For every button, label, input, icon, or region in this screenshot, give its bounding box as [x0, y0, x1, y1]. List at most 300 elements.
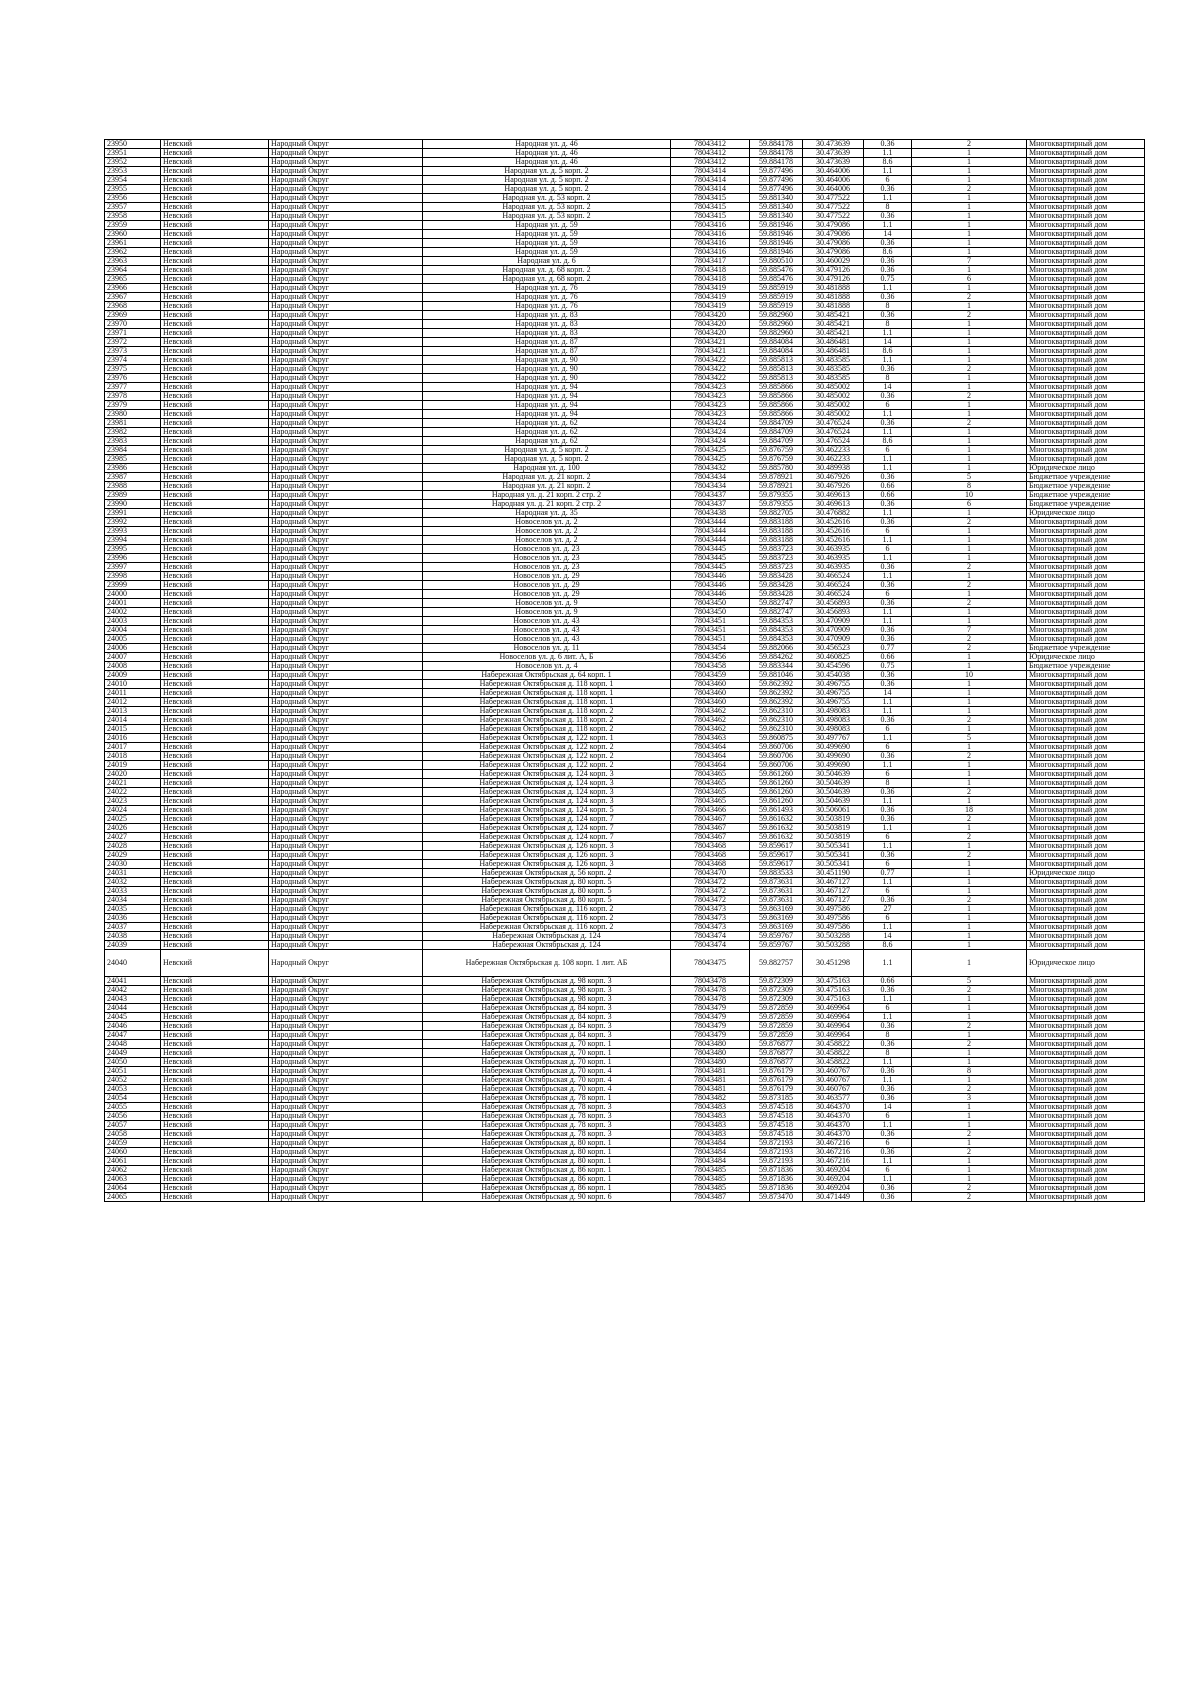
- latitude-cell: 59.885813: [750, 374, 803, 383]
- longitude-cell: 30.464006: [803, 176, 864, 185]
- district-cell: Невский: [161, 203, 269, 212]
- longitude-cell: 30.452616: [803, 518, 864, 527]
- district-cell: Невский: [161, 554, 269, 563]
- count-cell: 1: [912, 347, 1027, 356]
- latitude-cell: 59.885866: [750, 410, 803, 419]
- latitude-cell: 59.881340: [750, 212, 803, 221]
- object-type-cell: Многоквартирный дом: [1027, 752, 1145, 761]
- table-row: [105, 1004, 1145, 1013]
- district-cell: Невский: [161, 1175, 269, 1184]
- count-cell: 5: [912, 977, 1027, 986]
- table-row: [105, 770, 1145, 779]
- district-cell: Невский: [161, 1049, 269, 1058]
- longitude-cell: 30.475163: [803, 986, 864, 995]
- district-cell: Невский: [161, 356, 269, 365]
- table-row: [105, 1031, 1145, 1040]
- volume-cell: 8: [864, 1031, 912, 1040]
- district-cell: Невский: [161, 1022, 269, 1031]
- record-number-cell: 24028: [105, 842, 161, 851]
- district-cell: Невский: [161, 950, 269, 977]
- count-cell: 2: [912, 1148, 1027, 1157]
- object-type-cell: Юридическое лицо: [1027, 869, 1145, 878]
- volume-cell: 1.1: [864, 572, 912, 581]
- count-cell: 1: [912, 329, 1027, 338]
- volume-cell: 6: [864, 725, 912, 734]
- record-number-cell: 23969: [105, 311, 161, 320]
- district-cell: Невский: [161, 149, 269, 158]
- count-cell: 2: [912, 293, 1027, 302]
- district-cell: Невский: [161, 851, 269, 860]
- district-cell: Невский: [161, 140, 269, 149]
- record-number-cell: 24046: [105, 1022, 161, 1031]
- municipal-okrug-cell: Народный Округ: [269, 833, 423, 842]
- municipal-okrug-cell: Народный Округ: [269, 923, 423, 932]
- address-cell: Набережная Октябрьская д. 116 корп. 2: [423, 905, 671, 914]
- address-cell: Набережная Октябрьская д. 84 корп. 3: [423, 1004, 671, 1013]
- longitude-cell: 30.467926: [803, 482, 864, 491]
- address-cell: Народная ул. д. 83: [423, 329, 671, 338]
- address-cell: Народная ул. д. 68 корп. 2: [423, 275, 671, 284]
- district-cell: Невский: [161, 725, 269, 734]
- municipal-okrug-cell: Народный Округ: [269, 149, 423, 158]
- volume-cell: 6: [864, 1166, 912, 1175]
- object-type-cell: Многоквартирный дом: [1027, 1013, 1145, 1022]
- volume-cell: 0.36: [864, 563, 912, 572]
- district-cell: Невский: [161, 491, 269, 500]
- table-row: [105, 1130, 1145, 1139]
- district-cell: Невский: [161, 608, 269, 617]
- latitude-cell: 59.879355: [750, 500, 803, 509]
- object-code-cell: 78043473: [671, 914, 750, 923]
- address-cell: Набережная Октябрьская д. 70 корп. 1: [423, 1058, 671, 1067]
- object-code-cell: 78043483: [671, 1130, 750, 1139]
- count-cell: 1: [912, 725, 1027, 734]
- record-number-cell: 23979: [105, 401, 161, 410]
- count-cell: 2: [912, 833, 1027, 842]
- district-cell: Невский: [161, 671, 269, 680]
- object-code-cell: 78043484: [671, 1148, 750, 1157]
- municipal-okrug-cell: Народный Округ: [269, 1085, 423, 1094]
- table-row: [105, 698, 1145, 707]
- latitude-cell: 59.872859: [750, 1022, 803, 1031]
- count-cell: 1: [912, 1049, 1027, 1058]
- latitude-cell: 59.876179: [750, 1076, 803, 1085]
- object-code-cell: 78043464: [671, 743, 750, 752]
- object-type-cell: Многоквартирный дом: [1027, 239, 1145, 248]
- address-cell: Набережная Октябрьская д. 122 корп. 2: [423, 752, 671, 761]
- district-cell: Невский: [161, 392, 269, 401]
- count-cell: 1: [912, 914, 1027, 923]
- count-cell: 1: [912, 464, 1027, 473]
- record-number-cell: 24027: [105, 833, 161, 842]
- district-cell: Невский: [161, 788, 269, 797]
- object-code-cell: 78043458: [671, 662, 750, 671]
- object-code-cell: 78043485: [671, 1184, 750, 1193]
- municipal-okrug-cell: Народный Округ: [269, 1193, 423, 1202]
- address-cell: Набережная Октябрьская д. 108 корп. 1 лит. АБ: [423, 950, 671, 977]
- municipal-okrug-cell: Народный Округ: [269, 599, 423, 608]
- object-type-cell: Многоквартирный дом: [1027, 617, 1145, 626]
- object-code-cell: 78043465: [671, 770, 750, 779]
- count-cell: 1: [912, 761, 1027, 770]
- longitude-cell: 30.471449: [803, 1193, 864, 1202]
- address-cell: Набережная Октябрьская д. 78 корп. 3: [423, 1112, 671, 1121]
- municipal-okrug-cell: Народный Округ: [269, 977, 423, 986]
- address-cell: Набережная Октябрьская д. 78 корп. 1: [423, 1094, 671, 1103]
- address-cell: Новоселов ул. д. 11: [423, 644, 671, 653]
- latitude-cell: 59.881946: [750, 230, 803, 239]
- table-row: [105, 527, 1145, 536]
- table-row: [105, 338, 1145, 347]
- longitude-cell: 30.476524: [803, 428, 864, 437]
- address-cell: Набережная Октябрьская д. 118 корп. 2: [423, 707, 671, 716]
- latitude-cell: 59.861632: [750, 824, 803, 833]
- longitude-cell: 30.483585: [803, 356, 864, 365]
- object-type-cell: Многоквартирный дом: [1027, 401, 1145, 410]
- object-type-cell: Многоквартирный дом: [1027, 698, 1145, 707]
- object-code-cell: 78043445: [671, 554, 750, 563]
- address-cell: Набережная Октябрьская д. 70 корп. 1: [423, 1040, 671, 1049]
- latitude-cell: 59.859617: [750, 842, 803, 851]
- municipal-okrug-cell: Народный Округ: [269, 356, 423, 365]
- district-cell: Невский: [161, 311, 269, 320]
- count-cell: 1: [912, 923, 1027, 932]
- object-code-cell: 78043416: [671, 248, 750, 257]
- record-number-cell: 24006: [105, 644, 161, 653]
- municipal-okrug-cell: Народный Округ: [269, 536, 423, 545]
- count-cell: 1: [912, 572, 1027, 581]
- latitude-cell: 59.883723: [750, 545, 803, 554]
- longitude-cell: 30.451298: [803, 950, 864, 977]
- district-cell: Невский: [161, 977, 269, 986]
- district-cell: Невский: [161, 1094, 269, 1103]
- municipal-okrug-cell: Народный Округ: [269, 896, 423, 905]
- object-code-cell: 78043416: [671, 239, 750, 248]
- table-row: [105, 590, 1145, 599]
- count-cell: 1: [912, 1058, 1027, 1067]
- record-number-cell: 24035: [105, 905, 161, 914]
- longitude-cell: 30.469613: [803, 491, 864, 500]
- longitude-cell: 30.466524: [803, 581, 864, 590]
- address-cell: Набережная Октябрьская д. 118 корп. 1: [423, 680, 671, 689]
- address-cell: Набережная Октябрьская д. 80 корп. 5: [423, 896, 671, 905]
- count-cell: 1: [912, 374, 1027, 383]
- object-code-cell: 78043464: [671, 752, 750, 761]
- address-cell: Набережная Октябрьская д. 126 корп. 3: [423, 842, 671, 851]
- volume-cell: 0.75: [864, 275, 912, 284]
- object-type-cell: Юридическое лицо: [1027, 653, 1145, 662]
- object-code-cell: 78043423: [671, 392, 750, 401]
- longitude-cell: 30.489938: [803, 464, 864, 473]
- count-cell: 1: [912, 266, 1027, 275]
- count-cell: 1: [912, 509, 1027, 518]
- object-code-cell: 78043434: [671, 482, 750, 491]
- count-cell: 1: [912, 1112, 1027, 1121]
- object-type-cell: Многоквартирный дом: [1027, 1031, 1145, 1040]
- record-number-cell: 24039: [105, 941, 161, 950]
- latitude-cell: 59.874518: [750, 1103, 803, 1112]
- district-cell: Невский: [161, 860, 269, 869]
- district-cell: Невский: [161, 1193, 269, 1202]
- address-cell: Народная ул. д. 5 корп. 2: [423, 167, 671, 176]
- volume-cell: 1.1: [864, 824, 912, 833]
- volume-cell: 0.36: [864, 257, 912, 266]
- latitude-cell: 59.861260: [750, 770, 803, 779]
- table-row: [105, 1022, 1145, 1031]
- address-cell: Набережная Октябрьская д. 86 корп. 1: [423, 1175, 671, 1184]
- table-row: [105, 464, 1145, 473]
- municipal-okrug-cell: Народный Округ: [269, 491, 423, 500]
- record-number-cell: 24050: [105, 1058, 161, 1067]
- record-number-cell: 24000: [105, 590, 161, 599]
- volume-cell: 14: [864, 932, 912, 941]
- count-cell: 1: [912, 779, 1027, 788]
- address-cell: Народная ул. д. 94: [423, 383, 671, 392]
- address-cell: Народная ул. д. 46: [423, 149, 671, 158]
- record-number-cell: 24032: [105, 878, 161, 887]
- latitude-cell: 59.863169: [750, 914, 803, 923]
- table-row: [105, 716, 1145, 725]
- record-number-cell: 24020: [105, 770, 161, 779]
- address-cell: Народная ул. д. 59: [423, 230, 671, 239]
- object-code-cell: 78043419: [671, 293, 750, 302]
- object-code-cell: 78043480: [671, 1049, 750, 1058]
- table-row: [105, 329, 1145, 338]
- record-number-cell: 24041: [105, 977, 161, 986]
- address-cell: Народная ул. д. 62: [423, 428, 671, 437]
- table-row: [105, 320, 1145, 329]
- address-cell: Народная ул. д. 87: [423, 347, 671, 356]
- district-cell: Невский: [161, 806, 269, 815]
- record-number-cell: 24016: [105, 734, 161, 743]
- record-number-cell: 23991: [105, 509, 161, 518]
- latitude-cell: 59.859617: [750, 851, 803, 860]
- count-cell: 18: [912, 806, 1027, 815]
- object-code-cell: 78043460: [671, 680, 750, 689]
- latitude-cell: 59.882960: [750, 329, 803, 338]
- count-cell: 2: [912, 635, 1027, 644]
- object-code-cell: 78043467: [671, 815, 750, 824]
- object-type-cell: Многоквартирный дом: [1027, 356, 1145, 365]
- table-row: [105, 1166, 1145, 1175]
- volume-cell: 0.36: [864, 1085, 912, 1094]
- municipal-okrug-cell: Народный Округ: [269, 644, 423, 653]
- table-row: [105, 725, 1145, 734]
- longitude-cell: 30.485002: [803, 392, 864, 401]
- longitude-cell: 30.469204: [803, 1166, 864, 1175]
- object-type-cell: Многоквартирный дом: [1027, 383, 1145, 392]
- address-cell: Набережная Октябрьская д. 124: [423, 932, 671, 941]
- object-type-cell: Многоквартирный дом: [1027, 194, 1145, 203]
- latitude-cell: 59.885780: [750, 464, 803, 473]
- address-cell: Новоселов ул. д. 43: [423, 617, 671, 626]
- object-type-cell: Многоквартирный дом: [1027, 329, 1145, 338]
- latitude-cell: 59.884178: [750, 158, 803, 167]
- table-row: [105, 671, 1145, 680]
- longitude-cell: 30.498083: [803, 725, 864, 734]
- district-cell: Невский: [161, 707, 269, 716]
- latitude-cell: 59.882066: [750, 644, 803, 653]
- municipal-okrug-cell: Народный Округ: [269, 887, 423, 896]
- municipal-okrug-cell: Народный Округ: [269, 257, 423, 266]
- address-cell: Набережная Октябрьская д. 124: [423, 941, 671, 950]
- municipal-okrug-cell: Народный Округ: [269, 950, 423, 977]
- volume-cell: 6: [864, 860, 912, 869]
- count-cell: 1: [912, 1139, 1027, 1148]
- object-type-cell: Многоквартирный дом: [1027, 707, 1145, 716]
- table-row: [105, 788, 1145, 797]
- district-cell: Невский: [161, 887, 269, 896]
- count-cell: 1: [912, 401, 1027, 410]
- district-cell: Невский: [161, 428, 269, 437]
- municipal-okrug-cell: Народный Округ: [269, 779, 423, 788]
- object-code-cell: 78043473: [671, 905, 750, 914]
- municipal-okrug-cell: Народный Округ: [269, 473, 423, 482]
- record-number-cell: 23986: [105, 464, 161, 473]
- table-row: [105, 500, 1145, 509]
- district-cell: Невский: [161, 869, 269, 878]
- table-row: [105, 995, 1145, 1004]
- table-row: [105, 167, 1145, 176]
- record-number-cell: 23971: [105, 329, 161, 338]
- municipal-okrug-cell: Народный Округ: [269, 392, 423, 401]
- count-cell: 7: [912, 626, 1027, 635]
- volume-cell: 1.1: [864, 1058, 912, 1067]
- count-cell: 2: [912, 419, 1027, 428]
- count-cell: 1: [912, 995, 1027, 1004]
- volume-cell: 8.6: [864, 941, 912, 950]
- address-cell: Народная ул. д. 87: [423, 338, 671, 347]
- address-cell: Народная ул. д. 76: [423, 302, 671, 311]
- object-code-cell: 78043420: [671, 329, 750, 338]
- district-cell: Невский: [161, 923, 269, 932]
- object-code-cell: 78043468: [671, 860, 750, 869]
- longitude-cell: 30.481888: [803, 284, 864, 293]
- address-cell: Народная ул. д. 100: [423, 464, 671, 473]
- municipal-okrug-cell: Народный Округ: [269, 815, 423, 824]
- object-type-cell: Многоквартирный дом: [1027, 1166, 1145, 1175]
- object-code-cell: 78043418: [671, 266, 750, 275]
- object-type-cell: Юридическое лицо: [1027, 509, 1145, 518]
- longitude-cell: 30.485002: [803, 410, 864, 419]
- volume-cell: 0.36: [864, 806, 912, 815]
- municipal-okrug-cell: Народный Округ: [269, 860, 423, 869]
- object-type-cell: Многоквартирный дом: [1027, 995, 1145, 1004]
- district-cell: Невский: [161, 1076, 269, 1085]
- latitude-cell: 59.862392: [750, 698, 803, 707]
- latitude-cell: 59.877496: [750, 185, 803, 194]
- record-number-cell: 24056: [105, 1112, 161, 1121]
- object-code-cell: 78043423: [671, 401, 750, 410]
- object-type-cell: Бюджетное учреждение: [1027, 491, 1145, 500]
- object-code-cell: 78043474: [671, 932, 750, 941]
- address-cell: Новоселов ул. д. 2: [423, 518, 671, 527]
- longitude-cell: 30.498083: [803, 707, 864, 716]
- longitude-cell: 30.505341: [803, 842, 864, 851]
- longitude-cell: 30.505341: [803, 851, 864, 860]
- municipal-okrug-cell: Народный Округ: [269, 941, 423, 950]
- object-code-cell: 78043472: [671, 887, 750, 896]
- address-cell: Народная ул. д. 5 корп. 2: [423, 185, 671, 194]
- address-cell: Народная ул. д. 94: [423, 401, 671, 410]
- volume-cell: 1.1: [864, 617, 912, 626]
- count-cell: 1: [912, 158, 1027, 167]
- latitude-cell: 59.885813: [750, 365, 803, 374]
- district-cell: Невский: [161, 761, 269, 770]
- longitude-cell: 30.485421: [803, 320, 864, 329]
- longitude-cell: 30.499690: [803, 743, 864, 752]
- volume-cell: 8: [864, 374, 912, 383]
- object-type-cell: Многоквартирный дом: [1027, 572, 1145, 581]
- table-row: [105, 518, 1145, 527]
- latitude-cell: 59.885476: [750, 275, 803, 284]
- volume-cell: 6: [864, 176, 912, 185]
- object-type-cell: Многоквартирный дом: [1027, 275, 1145, 284]
- count-cell: 1: [912, 743, 1027, 752]
- longitude-cell: 30.473639: [803, 158, 864, 167]
- municipal-okrug-cell: Народный Округ: [269, 383, 423, 392]
- longitude-cell: 30.479126: [803, 266, 864, 275]
- municipal-okrug-cell: Народный Округ: [269, 140, 423, 149]
- volume-cell: 0.36: [864, 392, 912, 401]
- object-code-cell: 78043478: [671, 986, 750, 995]
- count-cell: 2: [912, 140, 1027, 149]
- object-type-cell: Многоквартирный дом: [1027, 581, 1145, 590]
- object-code-cell: 78043464: [671, 761, 750, 770]
- longitude-cell: 30.464370: [803, 1121, 864, 1130]
- address-cell: Набережная Октябрьская д. 80 корп. 5: [423, 878, 671, 887]
- address-cell: Набережная Октябрьская д. 118 корп. 1: [423, 689, 671, 698]
- address-cell: Новоселов ул. д. 29: [423, 581, 671, 590]
- longitude-cell: 30.458822: [803, 1058, 864, 1067]
- municipal-okrug-cell: Народный Округ: [269, 1067, 423, 1076]
- object-type-cell: Многоквартирный дом: [1027, 1103, 1145, 1112]
- municipal-okrug-cell: Народный Округ: [269, 266, 423, 275]
- volume-cell: 1.1: [864, 698, 912, 707]
- municipal-okrug-cell: Народный Округ: [269, 1112, 423, 1121]
- longitude-cell: 30.467127: [803, 887, 864, 896]
- table-row: [105, 257, 1145, 266]
- volume-cell: 0.36: [864, 266, 912, 275]
- municipal-okrug-cell: Народный Округ: [269, 563, 423, 572]
- count-cell: 1: [912, 860, 1027, 869]
- count-cell: 1: [912, 194, 1027, 203]
- record-number-cell: 24058: [105, 1130, 161, 1139]
- latitude-cell: 59.861260: [750, 779, 803, 788]
- municipal-okrug-cell: Народный Округ: [269, 626, 423, 635]
- latitude-cell: 59.881946: [750, 248, 803, 257]
- volume-cell: 0.36: [864, 1067, 912, 1076]
- object-type-cell: Многоквартирный дом: [1027, 302, 1145, 311]
- table-row: [105, 455, 1145, 464]
- count-cell: 1: [912, 950, 1027, 977]
- table-row: [105, 392, 1145, 401]
- count-cell: 1: [912, 797, 1027, 806]
- record-number-cell: 23995: [105, 545, 161, 554]
- volume-cell: 14: [864, 383, 912, 392]
- district-cell: Невский: [161, 302, 269, 311]
- object-code-cell: 78043474: [671, 941, 750, 950]
- table-row: [105, 239, 1145, 248]
- object-type-cell: Многоквартирный дом: [1027, 203, 1145, 212]
- longitude-cell: 30.469964: [803, 1013, 864, 1022]
- record-number-cell: 23999: [105, 581, 161, 590]
- object-type-cell: Многоквартирный дом: [1027, 158, 1145, 167]
- municipal-okrug-cell: Народный Округ: [269, 284, 423, 293]
- latitude-cell: 59.881340: [750, 203, 803, 212]
- volume-cell: 0.36: [864, 599, 912, 608]
- object-type-cell: Многоквартирный дом: [1027, 293, 1145, 302]
